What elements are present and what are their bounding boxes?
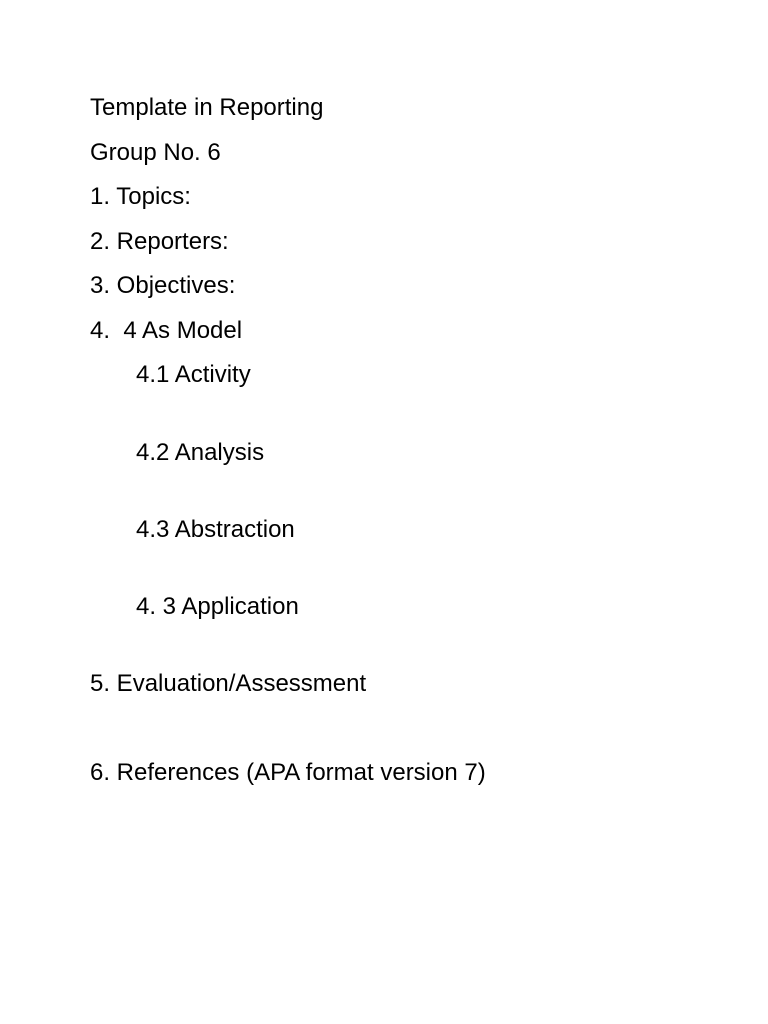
item-topics: 1. Topics:	[90, 183, 191, 210]
item-4as-model: 4. 4 As Model	[90, 317, 243, 344]
item-objectives: 3. Objectives:	[90, 272, 236, 299]
item-reporters: 2. Reporters:	[90, 228, 229, 255]
subitem-application: 4. 3 Application	[136, 593, 299, 620]
subitem-activity: 4.1 Activity	[136, 361, 251, 388]
subitem-analysis: 4.2 Analysis	[136, 439, 265, 466]
subitem-abstraction: 4.3 Abstraction	[136, 516, 295, 543]
document-title: Template in Reporting	[90, 94, 324, 121]
group-number: Group No. 6	[90, 139, 221, 166]
item-references: 6. References (APA format version 7)	[90, 759, 486, 786]
item-evaluation: 5. Evaluation/Assessment	[90, 670, 367, 697]
